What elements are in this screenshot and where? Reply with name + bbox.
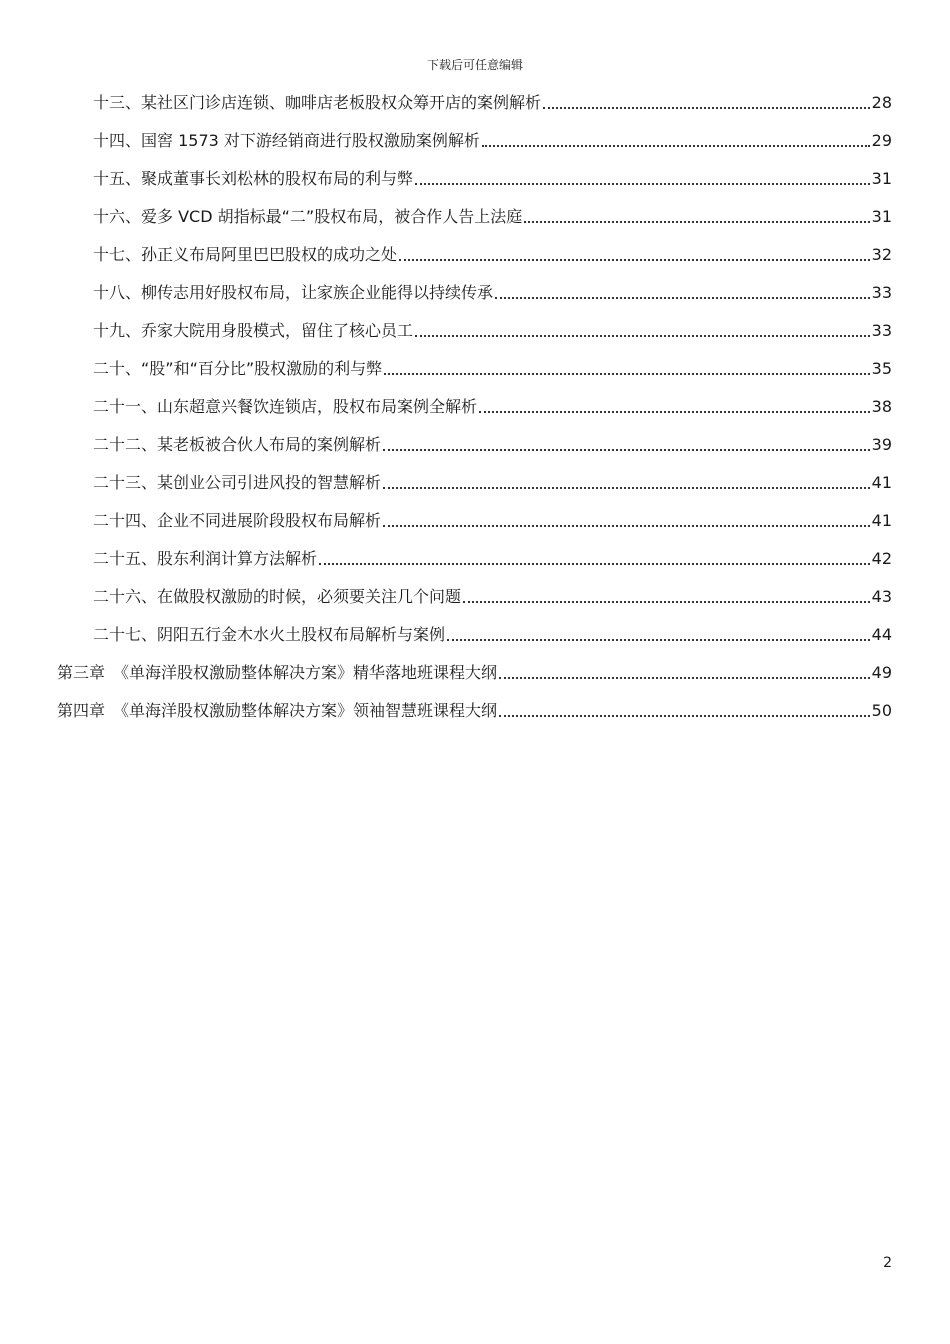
toc-entry[interactable] — [93, 316, 892, 342]
toc-entry[interactable] — [93, 468, 892, 494]
toc-entry[interactable] — [93, 202, 892, 228]
toc-entry-page: 28 — [871, 93, 892, 112]
toc-entry[interactable] — [93, 506, 892, 532]
toc-entry-title: 十三、某社区门诊店连锁、咖啡店老板股权众筹开店的案例解析 — [93, 93, 542, 112]
toc-entry-title: 二十二、某老板被合伙人布局的案例解析 — [93, 435, 382, 454]
toc-entry-title: 二十五、股东利润计算方法解析 — [93, 549, 318, 568]
toc-entry-page: 33 — [871, 321, 892, 340]
toc-entry-title: 二十六、在做股权激励的时候，必须要关注几个问题 — [93, 587, 462, 606]
toc-entry-page: 39 — [871, 435, 892, 454]
toc-entry-page: 31 — [871, 207, 892, 226]
toc-entry-title: 二十七、阴阳五行金木水火土股权布局解析与案例 — [93, 625, 446, 644]
toc-entry-page: 32 — [871, 245, 892, 264]
toc-dot-leader — [524, 221, 869, 223]
toc-dot-leader — [383, 525, 870, 527]
toc-entry[interactable] — [93, 126, 892, 152]
toc-entry[interactable] — [93, 392, 892, 418]
toc-entry-page: 33 — [871, 283, 892, 302]
toc-chapter-entry[interactable] — [57, 696, 892, 722]
toc-dot-leader — [447, 639, 870, 641]
toc-entry-title: 二十四、企业不同进展阶段股权布局解析 — [93, 511, 382, 530]
toc-entry[interactable] — [93, 544, 892, 570]
toc-entry[interactable] — [93, 278, 892, 304]
toc-entry-page: 29 — [871, 131, 892, 150]
toc-entry-title: 十五、聚成董事长刘松林的股权布局的利与弊 — [93, 169, 414, 188]
toc-entry-title: 二十、“股”和“百分比”股权激励的利与弊 — [93, 359, 383, 378]
toc-entry-title: 十七、孙正义布局阿里巴巴股权的成功之处 — [93, 245, 398, 264]
toc-entry-page: 41 — [871, 473, 892, 492]
toc-dot-leader — [383, 449, 870, 451]
toc-entry-page: 35 — [871, 359, 892, 378]
toc-entry[interactable] — [93, 582, 892, 608]
toc-entry-title: 二十三、某创业公司引进风投的智慧解析 — [93, 473, 382, 492]
toc-dot-leader — [463, 601, 870, 603]
toc-entry-title: 第三章 《单海洋股权激励整体解决方案》精华落地班课程大纲 — [57, 663, 498, 682]
toc-dot-leader — [415, 183, 870, 185]
page-number: 2 — [883, 1255, 892, 1271]
toc-dot-leader — [399, 259, 870, 261]
toc-entry-page: 49 — [871, 663, 892, 682]
toc-entry-page: 44 — [871, 625, 892, 644]
toc-entry-page: 41 — [871, 511, 892, 530]
toc-dot-leader — [499, 715, 870, 717]
toc-dot-leader — [415, 335, 870, 337]
toc-dot-leader — [319, 563, 870, 565]
toc-entry[interactable] — [93, 88, 892, 114]
toc-entry[interactable] — [93, 164, 892, 190]
toc-entry-title: 第四章 《单海洋股权激励整体解决方案》领袖智慧班课程大纲 — [57, 701, 498, 720]
toc-entry-title: 十六、爱多 VCD 胡指标最“二”股权布局，被合作人告上法庭 — [93, 207, 523, 226]
toc-entry[interactable] — [93, 430, 892, 456]
toc-dot-leader — [482, 145, 870, 147]
toc-entry[interactable] — [93, 620, 892, 646]
toc-chapter-entry[interactable] — [57, 658, 892, 684]
toc-entry[interactable] — [93, 240, 892, 266]
toc-dot-leader — [384, 373, 869, 375]
toc-entry-title: 十九、乔家大院用身股模式，留住了核心员工 — [93, 321, 414, 340]
toc-entry-page: 38 — [871, 397, 892, 416]
toc-dot-leader — [495, 297, 870, 299]
toc-entry-title: 十四、国窖 1573 对下游经销商进行股权激励案例解析 — [93, 131, 480, 150]
toc-entry-page: 43 — [871, 587, 892, 606]
toc-entry[interactable] — [93, 354, 892, 380]
toc-dot-leader — [383, 487, 870, 489]
toc-entry-page: 42 — [871, 549, 892, 568]
page-header: 下载后可任意编辑 — [426, 58, 523, 72]
toc-entry-page: 50 — [871, 701, 892, 720]
toc-entry-title: 二十一、山东超意兴餐饮连锁店，股权布局案例全解析 — [93, 397, 478, 416]
toc-dot-leader — [543, 107, 870, 109]
toc-dot-leader — [499, 677, 870, 679]
toc-entry-page: 31 — [871, 169, 892, 188]
toc-entry-title: 十八、柳传志用好股权布局，让家族企业能得以持续传承 — [93, 283, 494, 302]
toc-dot-leader — [479, 411, 870, 413]
